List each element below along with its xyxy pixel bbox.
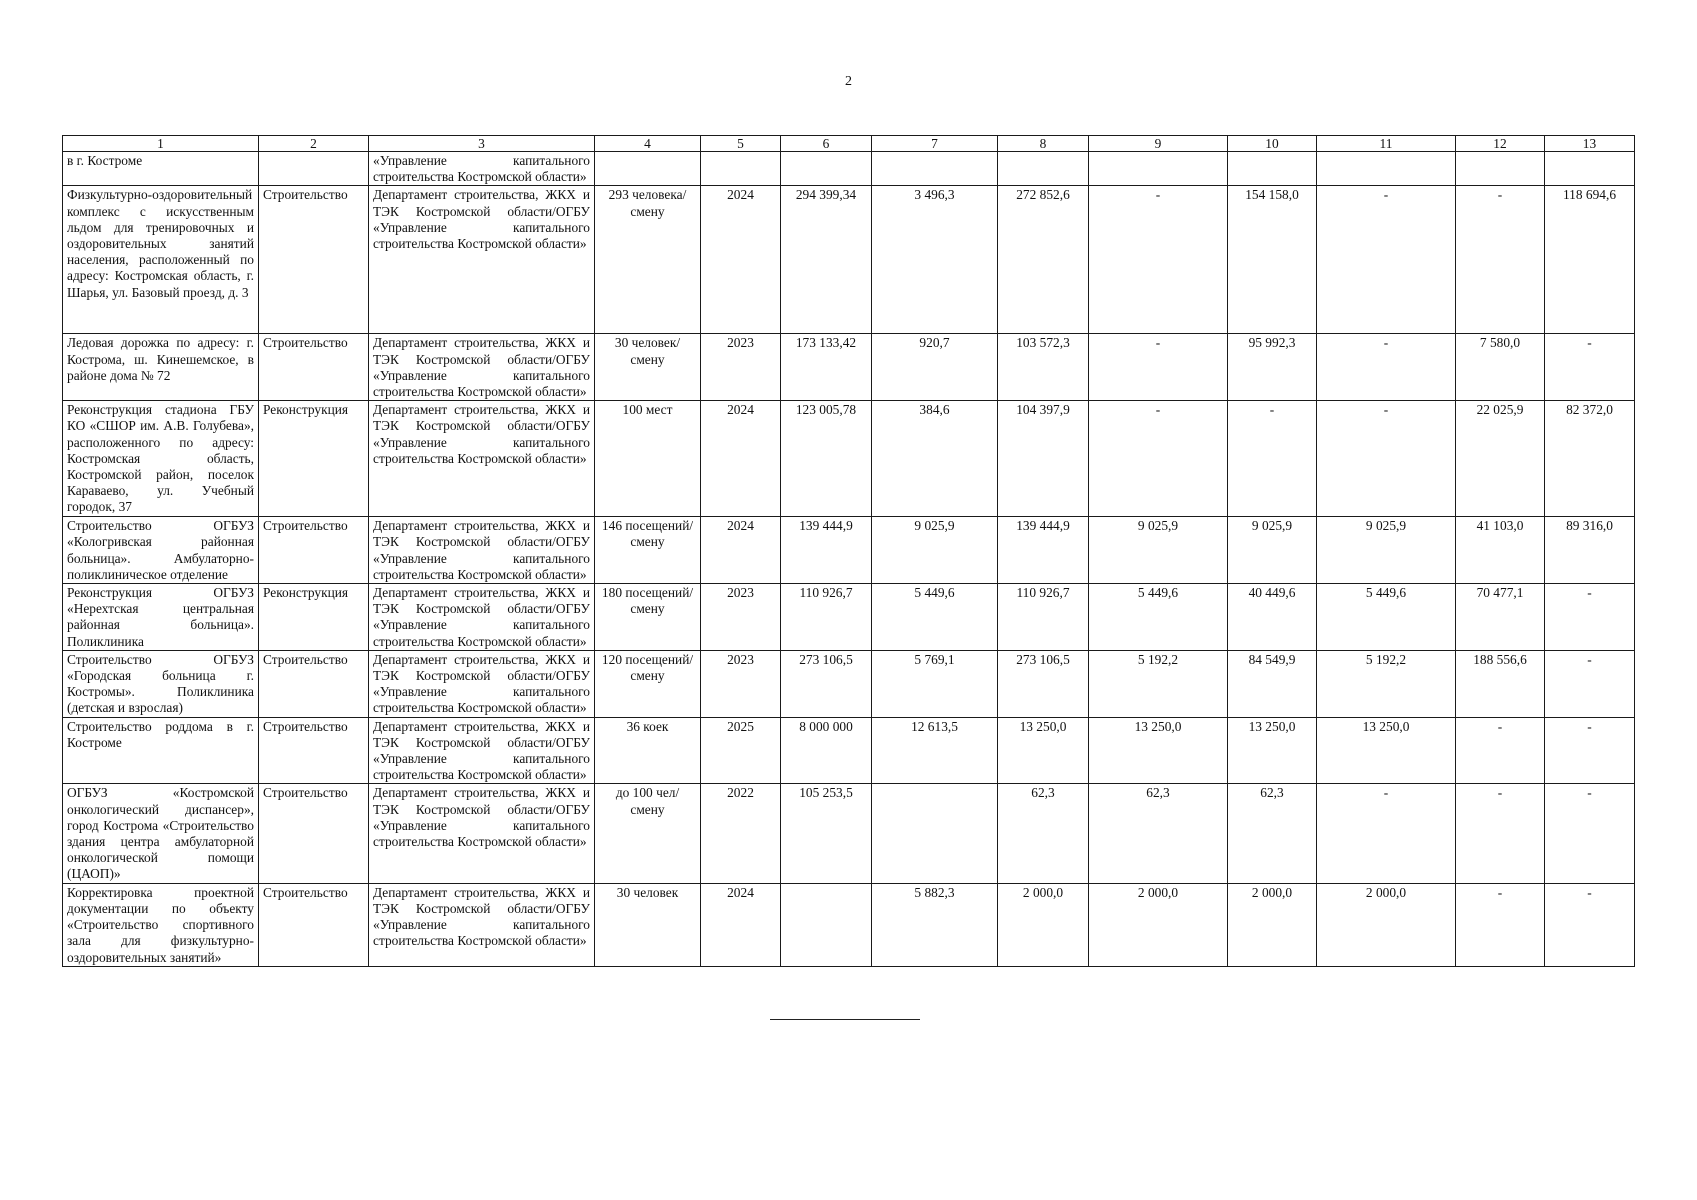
table-cell-col-5: 2023 bbox=[701, 334, 781, 401]
table-cell-col-7 bbox=[872, 784, 998, 883]
table-cell-col-12: 41 103,0 bbox=[1456, 517, 1545, 584]
table-cell-col-1: Физкультурно-оздоровительный комплекс с искусственным льдом для тренировочных и оздоровительных занятий населения, расположенный по адресу: Костромская область, г. Шарья, ул. Базовый проезд, д. 3 bbox=[63, 186, 259, 334]
table-cell-col-10: 95 992,3 bbox=[1228, 334, 1317, 401]
table-row bbox=[63, 650, 1635, 717]
column-header: 3 bbox=[369, 136, 595, 152]
column-header: 1 bbox=[63, 136, 259, 152]
table-cell-col-4: 30 человек/ смену bbox=[595, 334, 701, 401]
table-cell-col-6: 273 106,5 bbox=[781, 650, 872, 717]
table-header bbox=[63, 136, 1635, 152]
table-cell-col-8: 139 444,9 bbox=[998, 517, 1089, 584]
table-cell-col-9: 62,3 bbox=[1089, 784, 1228, 883]
table-cell-col-8: 104 397,9 bbox=[998, 401, 1089, 517]
table-row bbox=[63, 152, 1635, 186]
table-cell-col-7: 5 449,6 bbox=[872, 584, 998, 651]
table-cell-col-10: 2 000,0 bbox=[1228, 883, 1317, 966]
page-number: 2 bbox=[845, 74, 852, 89]
table-cell-col-6 bbox=[781, 152, 872, 186]
table-cell-col-13 bbox=[1545, 152, 1635, 186]
table-cell-col-7: 920,7 bbox=[872, 334, 998, 401]
table-cell-col-10: 84 549,9 bbox=[1228, 650, 1317, 717]
table-cell-col-9: - bbox=[1089, 334, 1228, 401]
table-cell-col-11: - bbox=[1317, 401, 1456, 517]
table-cell-col-2: Строительство bbox=[259, 186, 369, 334]
table-cell-col-8: 62,3 bbox=[998, 784, 1089, 883]
table-cell-col-1: в г. Костроме bbox=[63, 152, 259, 186]
table-row bbox=[63, 517, 1635, 584]
table-cell-col-2: Строительство bbox=[259, 717, 369, 784]
table-cell-col-4: 100 мест bbox=[595, 401, 701, 517]
column-header: 10 bbox=[1228, 136, 1317, 152]
table-cell-col-11: 5 449,6 bbox=[1317, 584, 1456, 651]
table-cell-col-12: - bbox=[1456, 717, 1545, 784]
table-cell-col-12: 7 580,0 bbox=[1456, 334, 1545, 401]
table-cell-col-4: до 100 чел/смену bbox=[595, 784, 701, 883]
table-cell-col-2: Строительство bbox=[259, 650, 369, 717]
table-cell-col-1: Реконструкция стадиона ГБУ КО «СШОР им. А.В. Голубева», расположенного по адресу: Костромская область, Костромской район, поселок Караваево, ул. Учебный городок, 37 bbox=[63, 401, 259, 517]
table-cell-col-11: - bbox=[1317, 784, 1456, 883]
table-cell-col-1: Строительство роддома в г. Костроме bbox=[63, 717, 259, 784]
table-cell-col-13: - bbox=[1545, 883, 1635, 966]
table-cell-col-9: - bbox=[1089, 186, 1228, 334]
table-cell-col-11: - bbox=[1317, 334, 1456, 401]
table-cell-col-11: 13 250,0 bbox=[1317, 717, 1456, 784]
table-cell-col-8: 103 572,3 bbox=[998, 334, 1089, 401]
table-cell-col-7: 3 496,3 bbox=[872, 186, 998, 334]
table-cell-col-3: Департамент строительства, ЖКХ и ТЭК Костромской области/ОГБУ «Управление капитального строительства Костромской области» bbox=[369, 717, 595, 784]
table-cell-col-2: Строительство bbox=[259, 883, 369, 966]
table-cell-col-8: 2 000,0 bbox=[998, 883, 1089, 966]
table-cell-col-8: 13 250,0 bbox=[998, 717, 1089, 784]
table-cell-col-12: 70 477,1 bbox=[1456, 584, 1545, 651]
table-cell-col-9: 5 192,2 bbox=[1089, 650, 1228, 717]
table-cell-col-5: 2023 bbox=[701, 650, 781, 717]
table-cell-col-12: 188 556,6 bbox=[1456, 650, 1545, 717]
table-cell-col-10: 62,3 bbox=[1228, 784, 1317, 883]
table-cell-col-2 bbox=[259, 152, 369, 186]
table-cell-col-1: Реконструкция ОГБУЗ «Нерехтская центральная районная больница». Поликлиника bbox=[63, 584, 259, 651]
table-row bbox=[63, 334, 1635, 401]
column-header: 7 bbox=[872, 136, 998, 152]
table-cell-col-12: - bbox=[1456, 784, 1545, 883]
table-cell-col-5: 2025 bbox=[701, 717, 781, 784]
table-cell-col-9: 2 000,0 bbox=[1089, 883, 1228, 966]
table-cell-col-2: Реконструкция bbox=[259, 584, 369, 651]
table-cell-col-5: 2024 bbox=[701, 517, 781, 584]
table-cell-col-7: 9 025,9 bbox=[872, 517, 998, 584]
column-header: 12 bbox=[1456, 136, 1545, 152]
table-cell-col-3: Департамент строительства, ЖКХ и ТЭК Костромской области/ОГБУ «Управление капитального строительства Костромской области» bbox=[369, 186, 595, 334]
table-cell-col-2: Реконструкция bbox=[259, 401, 369, 517]
table-cell-col-12: 22 025,9 bbox=[1456, 401, 1545, 517]
table-cell-col-11: 2 000,0 bbox=[1317, 883, 1456, 966]
table-cell-col-3: «Управление капитального строительства Костромской области» bbox=[369, 152, 595, 186]
table-row bbox=[63, 186, 1635, 334]
table-row bbox=[63, 584, 1635, 651]
table-cell-col-12: - bbox=[1456, 186, 1545, 334]
table-cell-col-3: Департамент строительства, ЖКХ и ТЭК Костромской области/ОГБУ «Управление капитального строительства Костромской области» bbox=[369, 650, 595, 717]
table-cell-col-10: 40 449,6 bbox=[1228, 584, 1317, 651]
table-cell-col-13: - bbox=[1545, 334, 1635, 401]
table-cell-col-13: 82 372,0 bbox=[1545, 401, 1635, 517]
header-row bbox=[63, 136, 1635, 152]
table-cell-col-4: 30 человек bbox=[595, 883, 701, 966]
table-cell-col-7: 5 769,1 bbox=[872, 650, 998, 717]
table-cell-col-13: 118 694,6 bbox=[1545, 186, 1635, 334]
table-cell-col-5: 2024 bbox=[701, 883, 781, 966]
table-cell-col-3: Департамент строительства, ЖКХ и ТЭК Костромской области/ОГБУ «Управление капитального строительства Костромской области» bbox=[369, 334, 595, 401]
table-cell-col-3: Департамент строительства, ЖКХ и ТЭК Костромской области/ОГБУ «Управление капитального строительства Костромской области» bbox=[369, 584, 595, 651]
table-cell-col-6: 123 005,78 bbox=[781, 401, 872, 517]
table-cell-col-9: 5 449,6 bbox=[1089, 584, 1228, 651]
table-row bbox=[63, 883, 1635, 966]
table-cell-col-8: 272 852,6 bbox=[998, 186, 1089, 334]
table-cell-col-4 bbox=[595, 152, 701, 186]
table-cell-col-2: Строительство bbox=[259, 784, 369, 883]
table-cell-col-8: 110 926,7 bbox=[998, 584, 1089, 651]
table-cell-col-5: 2024 bbox=[701, 401, 781, 517]
column-header: 6 bbox=[781, 136, 872, 152]
table-cell-col-4: 120 посещений/смену bbox=[595, 650, 701, 717]
table-cell-col-8 bbox=[998, 152, 1089, 186]
table-cell-col-5: 2024 bbox=[701, 186, 781, 334]
table-cell-col-10: - bbox=[1228, 401, 1317, 517]
table-cell-col-11 bbox=[1317, 152, 1456, 186]
column-header: 13 bbox=[1545, 136, 1635, 152]
table-cell-col-6: 139 444,9 bbox=[781, 517, 872, 584]
table-body bbox=[63, 152, 1635, 967]
table-cell-col-1: ОГБУЗ «Костромской онкологический диспансер», город Кострома «Строительство здания центра амбулаторной онкологической помощи (ЦАОП)» bbox=[63, 784, 259, 883]
footer-rule bbox=[770, 1019, 920, 1020]
table-cell-col-5 bbox=[701, 152, 781, 186]
table-cell-col-13: - bbox=[1545, 717, 1635, 784]
table-cell-col-11: 5 192,2 bbox=[1317, 650, 1456, 717]
table-cell-col-6: 294 399,34 bbox=[781, 186, 872, 334]
table-cell-col-9: 9 025,9 bbox=[1089, 517, 1228, 584]
table-cell-col-2: Строительство bbox=[259, 517, 369, 584]
table-cell-col-5: 2023 bbox=[701, 584, 781, 651]
table-cell-col-13: - bbox=[1545, 650, 1635, 717]
table-cell-col-13: - bbox=[1545, 584, 1635, 651]
table-cell-col-7: 5 882,3 bbox=[872, 883, 998, 966]
table-cell-col-6: 173 133,42 bbox=[781, 334, 872, 401]
table-cell-col-7 bbox=[872, 152, 998, 186]
column-header: 2 bbox=[259, 136, 369, 152]
table-cell-col-4: 180 посещений/смену bbox=[595, 584, 701, 651]
table-cell-col-9: 13 250,0 bbox=[1089, 717, 1228, 784]
table-cell-col-12 bbox=[1456, 152, 1545, 186]
table-cell-col-1: Корректировка проектной документации по объекту «Строительство спортивного зала для физкультурно-оздоровительных занятий» bbox=[63, 883, 259, 966]
table-cell-col-6 bbox=[781, 883, 872, 966]
table-cell-col-7: 384,6 bbox=[872, 401, 998, 517]
table-cell-col-6: 8 000 000 bbox=[781, 717, 872, 784]
column-header: 5 bbox=[701, 136, 781, 152]
table-cell-col-1: Ледовая дорожка по адресу: г. Кострома, ш. Кинешемское, в районе дома № 72 bbox=[63, 334, 259, 401]
table-cell-col-7: 12 613,5 bbox=[872, 717, 998, 784]
table-cell-col-4: 36 коек bbox=[595, 717, 701, 784]
table-cell-col-11: - bbox=[1317, 186, 1456, 334]
column-header: 9 bbox=[1089, 136, 1228, 152]
column-header: 8 bbox=[998, 136, 1089, 152]
table-cell-col-1: Строительство ОГБУЗ «Городская больница г. Костромы». Поликлиника (детская и взрослая) bbox=[63, 650, 259, 717]
table-cell-col-1: Строительство ОГБУЗ «Кологривская районная больница». Амбулаторно-поликлиническое отделение bbox=[63, 517, 259, 584]
table-cell-col-10 bbox=[1228, 152, 1317, 186]
table-cell-col-13: - bbox=[1545, 784, 1635, 883]
table-cell-col-3: Департамент строительства, ЖКХ и ТЭК Костромской области/ОГБУ «Управление капитального строительства Костромской области» bbox=[369, 784, 595, 883]
table-cell-col-10: 9 025,9 bbox=[1228, 517, 1317, 584]
table-cell-col-6: 105 253,5 bbox=[781, 784, 872, 883]
table-row bbox=[63, 401, 1635, 517]
table-cell-col-9 bbox=[1089, 152, 1228, 186]
table-cell-col-9: - bbox=[1089, 401, 1228, 517]
table-cell-col-11: 9 025,9 bbox=[1317, 517, 1456, 584]
table-cell-col-12: - bbox=[1456, 883, 1545, 966]
table-cell-col-3: Департамент строительства, ЖКХ и ТЭК Костромской области/ОГБУ «Управление капитального строительства Костромской области» bbox=[369, 883, 595, 966]
table-cell-col-5: 2022 bbox=[701, 784, 781, 883]
table-cell-col-4: 293 человека/ смену bbox=[595, 186, 701, 334]
table-row bbox=[63, 784, 1635, 883]
data-table bbox=[62, 135, 1635, 967]
table-row bbox=[63, 717, 1635, 784]
table-cell-col-6: 110 926,7 bbox=[781, 584, 872, 651]
table-cell-col-10: 154 158,0 bbox=[1228, 186, 1317, 334]
column-header: 11 bbox=[1317, 136, 1456, 152]
table-cell-col-10: 13 250,0 bbox=[1228, 717, 1317, 784]
table-cell-col-13: 89 316,0 bbox=[1545, 517, 1635, 584]
table-cell-col-8: 273 106,5 bbox=[998, 650, 1089, 717]
table-cell-col-2: Строительство bbox=[259, 334, 369, 401]
table-cell-col-4: 146 посещений/смену bbox=[595, 517, 701, 584]
column-header: 4 bbox=[595, 136, 701, 152]
table-cell-col-3: Департамент строительства, ЖКХ и ТЭК Костромской области/ОГБУ «Управление капитального строительства Костромской области» bbox=[369, 517, 595, 584]
table-cell-col-3: Департамент строительства, ЖКХ и ТЭК Костромской области/ОГБУ «Управление капитального строительства Костромской области» bbox=[369, 401, 595, 517]
